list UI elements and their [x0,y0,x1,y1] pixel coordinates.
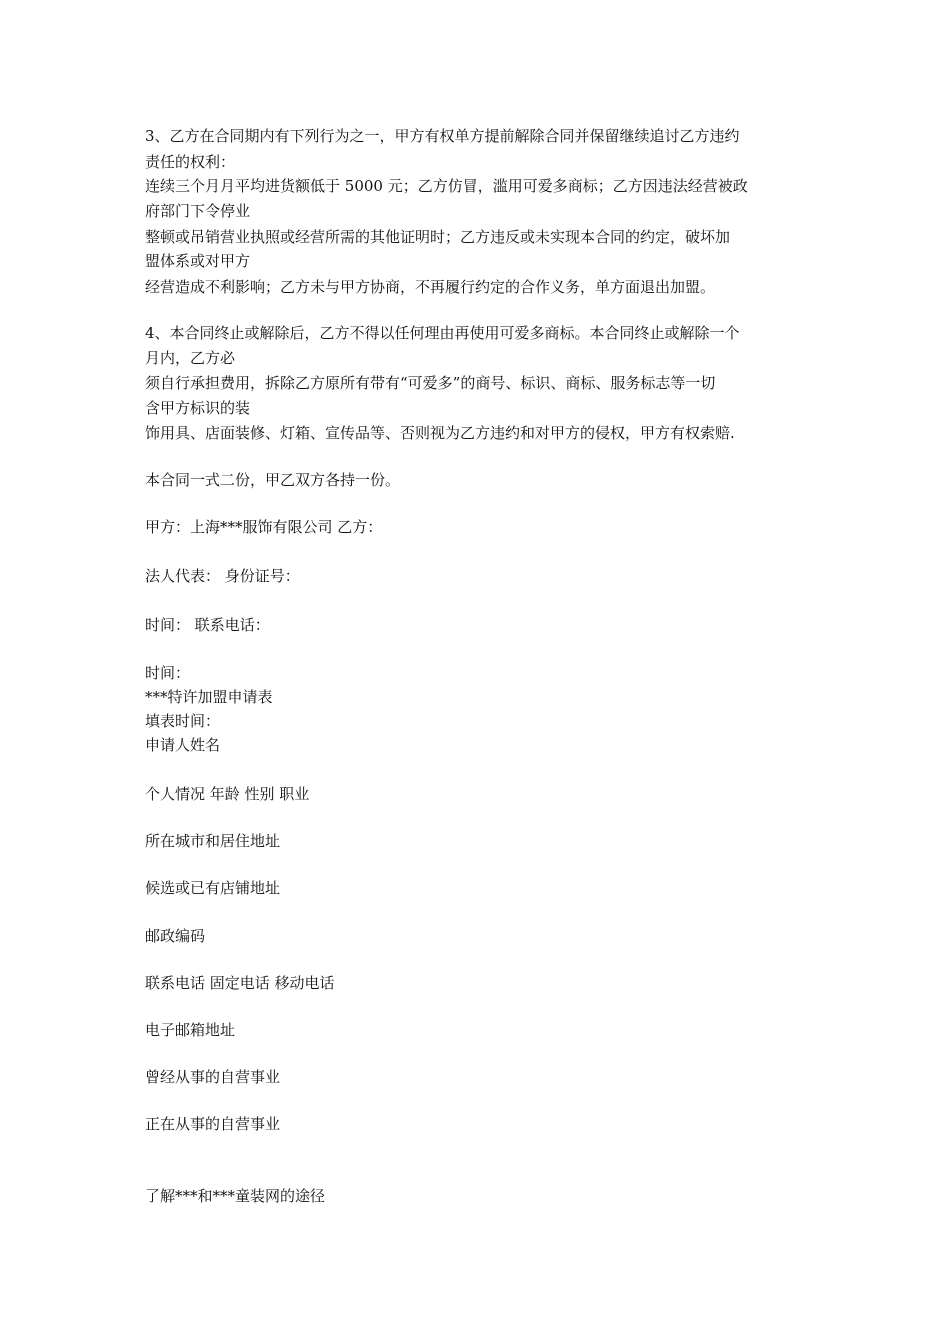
representative-line: 法人代表： 身份证号： [145,567,300,585]
form-title: ***特许加盟申请表 [145,688,273,706]
phones-label: 联系电话 固定电话 移动电话 [145,974,335,992]
past-business-label: 曾经从事的自营事业 [145,1068,281,1086]
clause3-line-3: 连续三个月月平均进货额低于 5000 元；乙方仿冒，滥用可爱多商标；乙方因违法经营被政 [145,177,748,195]
time-line: 时间： [145,664,191,682]
clause4-line-3: 须自行承担费用，拆除乙方原所有带有“可爱多”的商号、标识、商标、服务标志等一切 [145,374,716,392]
clause3-line-4: 府部门下令停业 [145,202,251,220]
fill-time-label: 填表时间： [145,712,221,730]
time-contact-line: 时间： 联系电话： [145,616,270,634]
email-label: 电子邮箱地址 [145,1021,236,1039]
clause3-line-1: 3、乙方在合同期内有下列行为之一，甲方有权单方提前解除合同并保留继续追讨乙方违约 [145,127,740,145]
clause3-line-2: 责任的权利： [145,153,236,171]
clause3-line-7: 经营造成不利影响；乙方未与甲方协商，不再履行约定的合作义务，单方面退出加盟。 [145,278,716,296]
how-learned-label: 了解***和***童装网的途径 [145,1187,326,1205]
clause4-line-2: 月内，乙方必 [145,349,236,367]
personal-info-label: 个人情况 年龄 性别 职业 [145,785,310,803]
clause4-line-1: 4、本合同终止或解除后，乙方不得以任何理由再使用可爱多商标。本合同终止或解除一个 [145,324,740,342]
applicant-name-label: 申请人姓名 [145,736,221,754]
clause4-line-4: 含甲方标识的装 [145,399,251,417]
party-line: 甲方：上海***服饰有限公司 乙方： [145,518,383,536]
clause4-line-5: 饰用具、店面装修、灯箱、宣传品等、否则视为乙方违约和对甲方的侵权，甲方有权索赔. [145,424,735,442]
current-business-label: 正在从事的自营事业 [145,1115,281,1133]
clause3-line-6: 盟体系或对甲方 [145,252,251,270]
copies-statement: 本合同一式二份，甲乙双方各持一份。 [145,471,401,489]
clause3-line-5: 整顿或吊销营业执照或经营所需的其他证明时；乙方违反或未实现本合同的约定，破坏加 [145,228,731,246]
city-address-label: 所在城市和居住地址 [145,832,281,850]
postcode-label: 邮政编码 [145,927,206,945]
store-address-label: 候选或已有店铺地址 [145,879,281,897]
